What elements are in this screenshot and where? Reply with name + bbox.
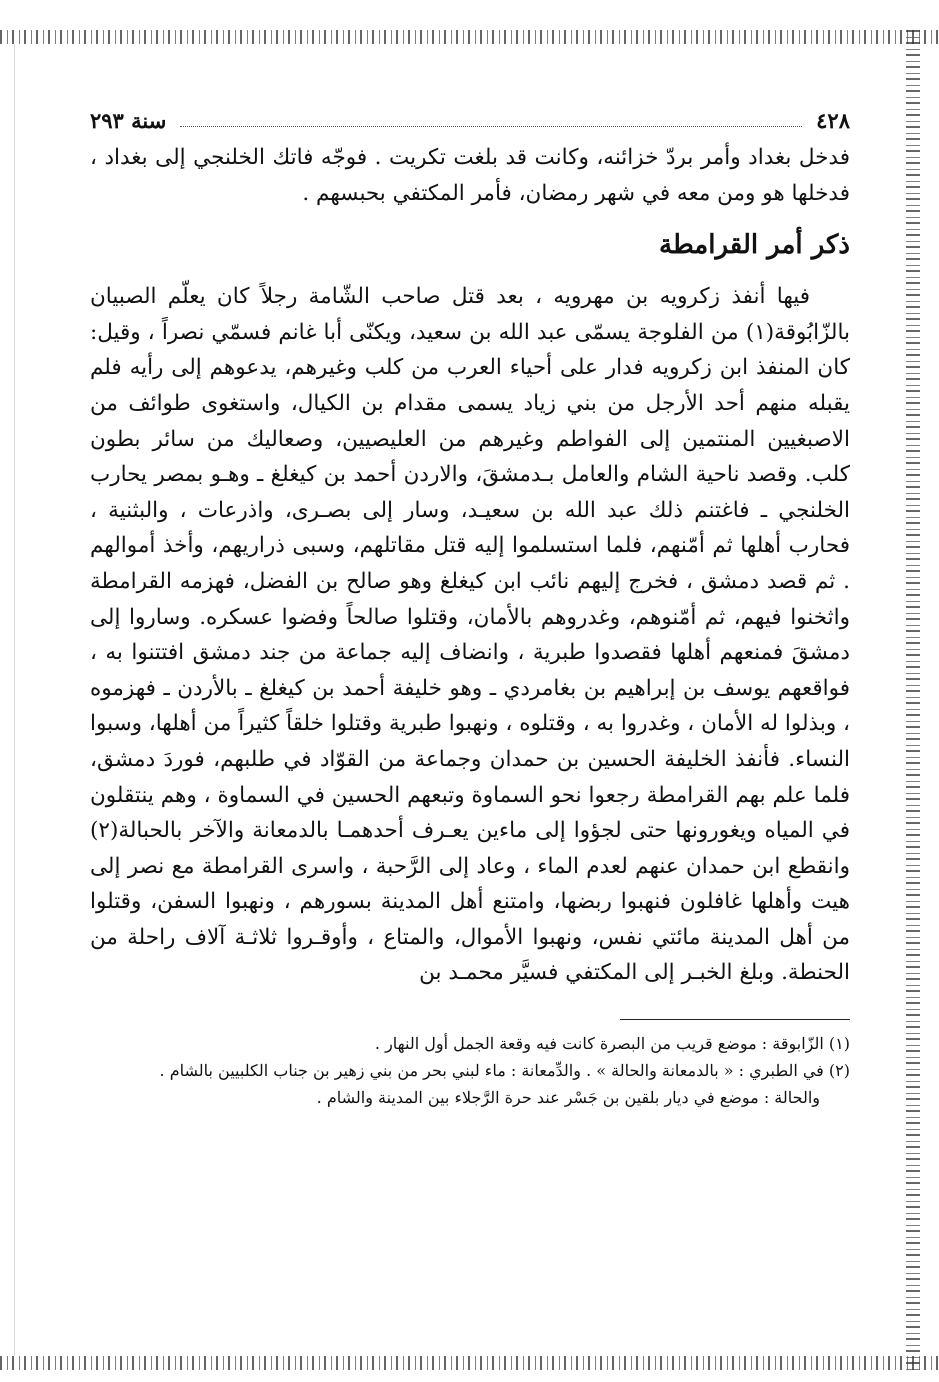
header-dotted-rule: [180, 126, 802, 127]
main-text: [90, 140, 850, 991]
ornamental-border-top: [0, 30, 939, 44]
footnote-separator: [620, 1019, 850, 1020]
section-heading: ذكر أمر القرامطة: [659, 230, 850, 261]
book-page: [90, 100, 850, 1111]
page-number: ٤٢٨: [816, 107, 850, 133]
footnote-1: (١) الزّابوقة : موضع قريب من البصرة كانت فيه وقعة الجمل أول النهار .: [374, 1034, 850, 1054]
footnote-2-continuation: والحالة : موضع في ديار بلقين بن جَسْر عند حرة الرَّجلاء بين المدينة والشام .: [316, 1088, 820, 1108]
body-paragraph: فيها أنفذ زكرويه بن مهرويه ، بعد قتل صاحب الشّامة رجلاً كان يعلّم الصبيان بالزّابُوقة(١) من الفلوجة يسمّى عبد الله بن سعيد، ويكنّى أبا غانم فسمّي نصراً ، وقيل: كان المنفذ ابن زكرويه فدار على أحياء العرب من كلب وغيرهم، يدعوهم إلى رأيه فلم يقبله منهم أحد الأرجل من بني زياد يسمى مقدام بن الكيال، واستغوى طوائف من الاصبغيين المنتمين إلى الفواطم وغيرهم من العليصيين، وصعاليك من سائر بطون كلب. وقصد ناحية الشام والعامل بـدمشقَ، والاردن أحمد بن كيغلغ ـ وهـو بمصر يحارب الخلنجي ـ فاغتنم ذلك عبد الله بن سعيـد، وسار إلى بصـرى، واذرعات ، والبثنية ، فحارب أهلها ثم أمّنهم، فلما استسلموا إليه قتل مقاتلهم، وسبى ذراريهم، وأخذ أموالهم . ثم قصد دمشق ، فخرج إليهم نائب ابن كيغلغ وهو صالح بن الفضل، فهزمه القرامطة واثخنوا فيهم، ثم أمّنوهم، وغدروهم بالأمان، وقتلوا صالحاً وفضوا عسكره. وساروا إلى دمشقَ فمنعهم أهلها فقصدوا طبرية ، وانضاف إليه جماعة من جند دمشق افتتنوا به ، فواقعهم يوسف بن إبراهيم بن بغامردي ـ وهو خليفة أحمد بن كيغلغ ـ بالأردن ـ فهزموه ، وبذلوا له الأمان ، وغدروا به ، وقتلوه ، ونهبوا طبرية وقتلوا خلقاً كثيراً من أهلها، وسبوا النساء. فأنفذ الخليفة الحسين بن حمدان وجماعة من القوّاد في طلبهم، فوردَ دمشق، فلما علم بهم القرامطة رجعوا نحو السماوة وتبعهم الحسين في السماوة ، وهم ينتقلون في المياه ويغورونها حتى لجؤوا إلى ماءين يعـرف أحدهمـا بالدمعانة والآخر بالحبالة(٢) وانقطع ابن حمدان عنهم لعدم الماء ، وعاد إلى الرَّحبة ، واسرى القرامطة مع نصر إلى هيت وأهلها غافلون فنهبوا ربضها، وامتنع أهل المدينة بسورهم ، ونهبوا السفن، وقتلوا من أهل المدينة مائتي نفس، ونهبوا الأموال، والمتاع ، وأوقـروا ثلاثـة آلاف راحلة من الحنطة. وبلغ الخبـر إلى المكتفي فسيَّر محمـد بن: [90, 284, 850, 986]
running-header: [90, 100, 850, 140]
ornamental-border-right: [906, 30, 920, 1370]
ornamental-border-bottom: [0, 1356, 939, 1370]
intro-paragraph: فدخل بغداد وأمر بردّ خزائنه، وكانت قد بلغت تكريت . فوجّه فاتك الخلنجي إلى بغداد ، فدخلها هو ومن معه في شهر رمضان، فأمر المكتفي بحبسهم .: [90, 145, 850, 206]
footnote-2: (٢) في الطبري : « بالدمعانة والحالة » . والدِّمعانة : ماء لبني بحر من بني زهير بن جناب الكلبيين بالشام .: [159, 1061, 850, 1081]
footnotes: [90, 1030, 850, 1111]
header-year: سنة ٢٩٣: [90, 107, 167, 133]
page-edge-left: [14, 44, 15, 1356]
